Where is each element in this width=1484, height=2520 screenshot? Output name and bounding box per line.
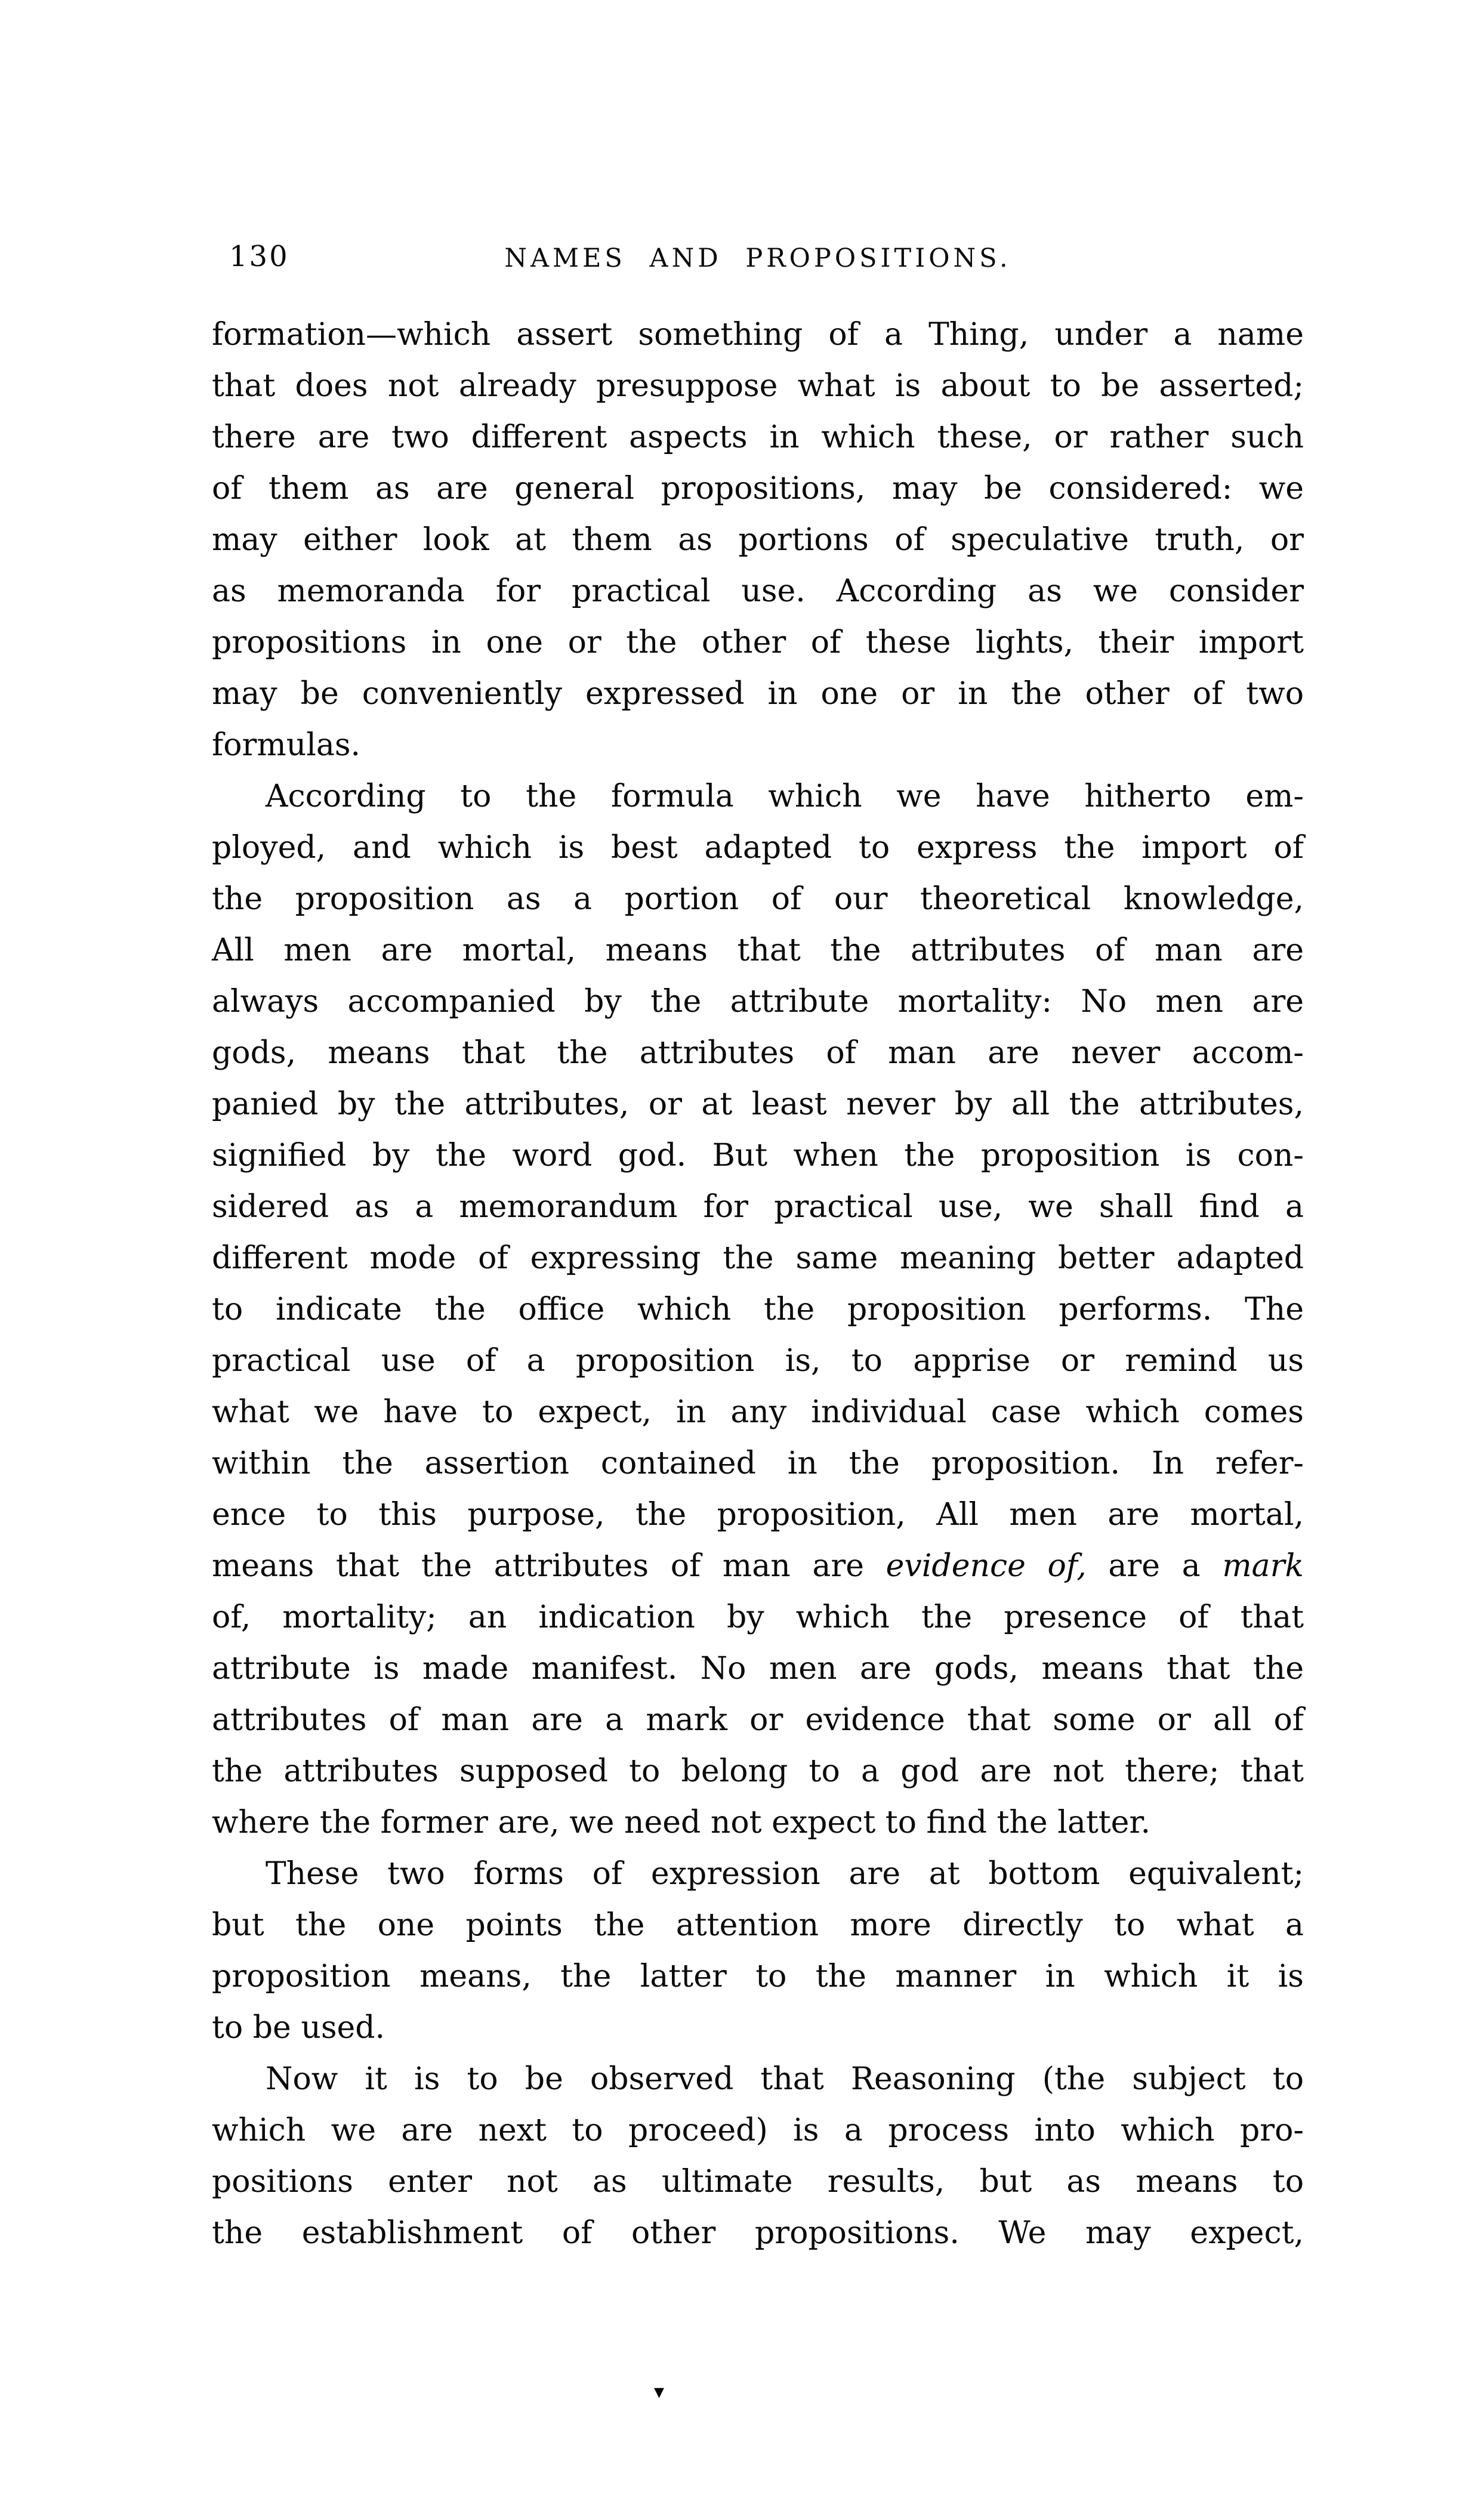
text-segment: the proposition as a portion of our theoretical knowledge,: [212, 881, 1304, 917]
text-segment: signified by the word god. But when the proposition is con-: [212, 1138, 1304, 1173]
body-text-block: [212, 309, 1304, 2259]
text-line: [212, 925, 1304, 976]
text-segment: sidered as a memorandum for practical use, we shall find a: [212, 1189, 1304, 1225]
text-line: [212, 1694, 1304, 1746]
text-line: [212, 1438, 1304, 1489]
text-segment: positions enter not as ultimate results, but as means to: [212, 2164, 1304, 2200]
text-line: [212, 771, 1304, 822]
text-segment: According to the formula which we have hitherto em-: [266, 779, 1304, 814]
text-line: [212, 566, 1304, 617]
text-segment: as memoranda for practical use. According as we consider: [212, 573, 1304, 609]
text-line: [212, 412, 1304, 463]
text-line: [212, 1746, 1304, 1797]
text-line: [212, 822, 1304, 873]
text-line: [212, 1181, 1304, 1233]
text-segment: panied by the attributes, or at least never by all the attributes,: [212, 1086, 1304, 1122]
text-line: [212, 617, 1304, 668]
text-segment: that does not already presuppose what is about to be asserted;: [212, 368, 1304, 404]
text-line: [212, 1797, 1304, 1848]
text-line: [212, 1130, 1304, 1181]
text-line: [212, 2053, 1304, 2105]
text-line: [212, 2207, 1304, 2259]
text-line: [212, 1900, 1304, 1951]
text-segment: which we are next to proceed) is a process into which pro-: [212, 2113, 1304, 2148]
text-segment: to indicate the office which the proposition performs. The: [212, 1292, 1304, 1327]
text-segment: the attributes supposed to belong to a god are not there; that: [212, 1753, 1304, 1789]
text-segment: of, mortality; an indication by which the presence of that: [212, 1599, 1304, 1635]
text-segment: attributes of man are a mark or evidence that some or all of: [212, 1702, 1304, 1738]
text-line: [212, 1284, 1304, 1335]
text-line: [212, 1848, 1304, 1900]
text-line: [212, 1643, 1304, 1694]
text-line: [212, 719, 1304, 771]
text-segment: formulas.: [212, 727, 361, 763]
text-line: [212, 1027, 1304, 1079]
text-line: [212, 463, 1304, 514]
italic-text-segment: mark: [1222, 1548, 1304, 1584]
text-segment: of them as are general propositions, may be considered: we: [212, 471, 1304, 507]
text-line: [212, 668, 1304, 719]
text-segment: practical use of a proposition is, to apprise or remind us: [212, 1343, 1304, 1379]
text-segment: proposition means, the latter to the manner in which it is: [212, 1959, 1304, 1994]
text-line: [212, 2105, 1304, 2156]
text-segment: attribute is made manifest. No men are gods, means that the: [212, 1651, 1304, 1687]
text-segment: may either look at them as portions of speculative truth, or: [212, 522, 1304, 558]
text-line: [212, 2156, 1304, 2207]
text-line: [212, 1592, 1304, 1643]
text-segment: ployed, and which is best adapted to express the import of: [212, 830, 1304, 866]
text-line: [212, 1540, 1304, 1592]
text-line: [212, 514, 1304, 566]
text-line: [212, 976, 1304, 1027]
ink-dot-mark: ▾: [654, 2380, 665, 2404]
text-segment: but the one points the attention more directly to what a: [212, 1907, 1304, 1943]
text-segment: the establishment of other propositions. We may expect,: [212, 2215, 1304, 2251]
text-segment: gods, means that the attributes of man are never accom-: [212, 1035, 1304, 1071]
text-segment: ence to this purpose, the proposition, All men are mortal,: [212, 1497, 1304, 1533]
text-segment: Now it is to be observed that Reasoning (the subject to: [266, 2061, 1304, 2097]
text-line: [212, 1335, 1304, 1386]
text-segment: where the former are, we need not expect to find the latter.: [212, 1805, 1151, 1840]
text-segment: propositions in one or the other of these lights, their import: [212, 625, 1304, 660]
text-segment: formation—which assert something of a Thing, under a name: [212, 317, 1304, 353]
italic-text-segment: evidence of,: [886, 1548, 1087, 1584]
text-line: [212, 360, 1304, 412]
text-segment: may be conveniently expressed in one or in the other of two: [212, 676, 1304, 712]
text-line: [212, 309, 1304, 360]
text-line: [212, 873, 1304, 925]
text-segment: to be used.: [212, 2010, 385, 2046]
text-segment: within the assertion contained in the proposition. In refer-: [212, 1446, 1304, 1481]
text-line: [212, 1233, 1304, 1284]
text-segment: always accompanied by the attribute mortality: No men are: [212, 984, 1304, 1020]
running-header-title: NAMES AND PROPOSITIONS.: [504, 243, 1011, 273]
text-line: [212, 1079, 1304, 1130]
text-segment: All men are mortal, means that the attributes of man are: [212, 932, 1304, 968]
text-segment: there are two different aspects in which these, or rather such: [212, 419, 1304, 455]
text-segment: what we have to expect, in any individual case which comes: [212, 1394, 1304, 1430]
text-segment: are a: [1086, 1548, 1223, 1584]
text-line: [212, 1386, 1304, 1438]
text-segment: different mode of expressing the same meaning better adapted: [212, 1240, 1304, 1276]
text-line: [212, 1951, 1304, 2002]
text-segment: These two forms of expression are at bottom equivalent;: [266, 1856, 1304, 1892]
text-segment: means that the attributes of man are: [212, 1548, 886, 1584]
text-line: [212, 1489, 1304, 1540]
page-number: 130: [229, 240, 289, 273]
text-line: [212, 2002, 1304, 2053]
